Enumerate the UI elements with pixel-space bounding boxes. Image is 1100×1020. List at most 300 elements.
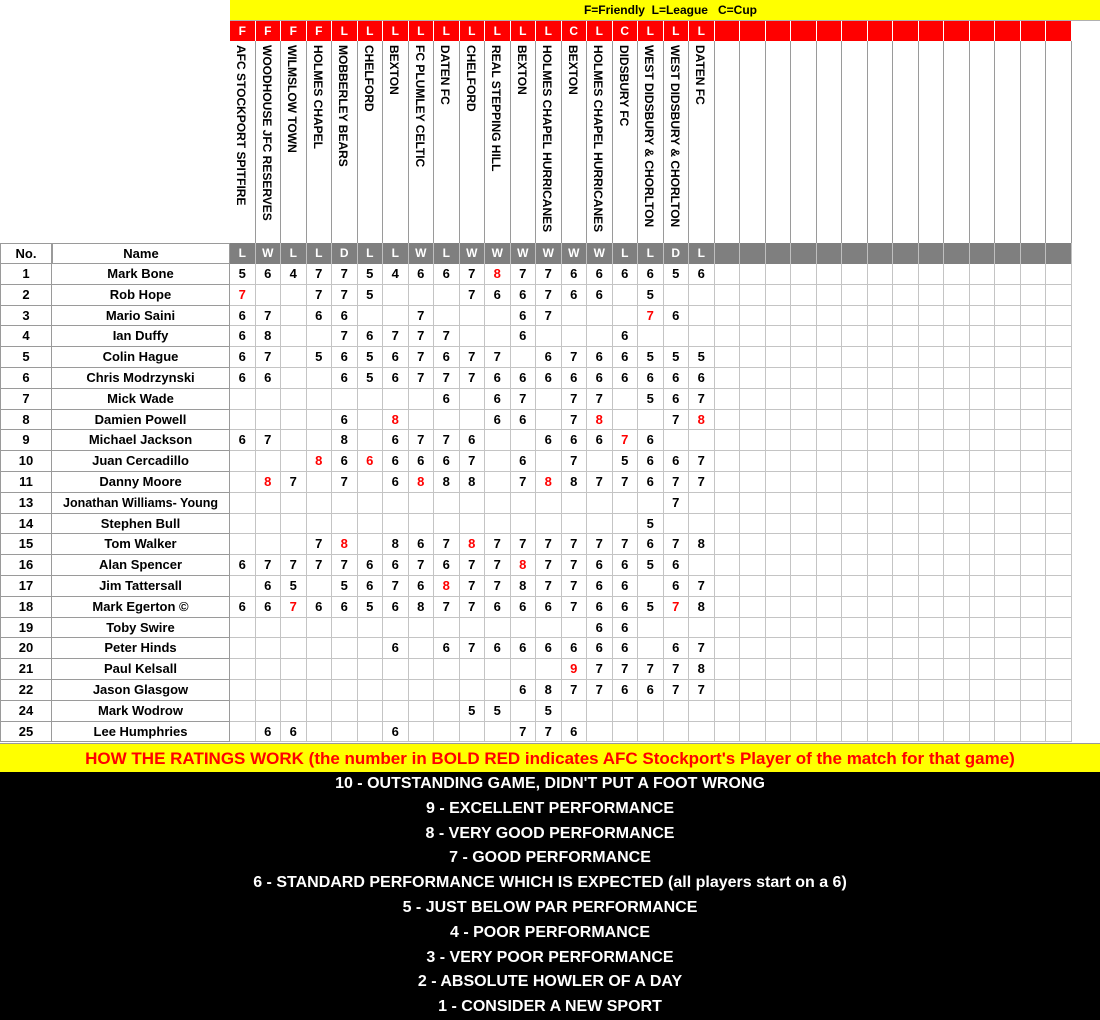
rating-cell bbox=[562, 326, 588, 347]
match-type-cell: L bbox=[409, 21, 435, 41]
match-result-cell: L bbox=[230, 243, 256, 264]
rating-cell bbox=[944, 326, 970, 347]
rating-cell bbox=[1046, 264, 1072, 285]
player-name: Lee Humphries bbox=[52, 722, 230, 743]
rating-cell bbox=[944, 638, 970, 659]
rating-cell bbox=[1046, 347, 1072, 368]
rating-cell bbox=[919, 472, 945, 493]
rating-cell: 8 bbox=[256, 326, 282, 347]
rating-cell bbox=[970, 701, 996, 722]
rating-cell bbox=[970, 576, 996, 597]
opponent-header bbox=[332, 41, 358, 243]
rating-cell bbox=[715, 264, 741, 285]
match-result-cell: L bbox=[281, 243, 307, 264]
rating-cell: 6 bbox=[664, 576, 690, 597]
rating-cell: 8 bbox=[689, 659, 715, 680]
scale-line: 5 - JUST BELOW PAR PERFORMANCE bbox=[402, 898, 698, 916]
rating-cell: 5 bbox=[358, 368, 384, 389]
rating-cell bbox=[230, 659, 256, 680]
rating-cell-potm: 8 bbox=[383, 410, 409, 431]
opponent-header bbox=[587, 41, 613, 243]
rating-cell bbox=[868, 410, 894, 431]
rating-cell bbox=[332, 389, 358, 410]
rating-cell: 6 bbox=[613, 264, 639, 285]
opponent-header bbox=[842, 41, 868, 243]
rating-cell bbox=[689, 618, 715, 639]
rating-cell bbox=[919, 347, 945, 368]
rating-cell bbox=[358, 534, 384, 555]
rating-cell bbox=[1021, 514, 1047, 535]
rating-cell: 7 bbox=[536, 534, 562, 555]
rating-cell bbox=[970, 534, 996, 555]
rating-cell bbox=[740, 493, 766, 514]
rating-cell bbox=[740, 264, 766, 285]
rating-cell: 7 bbox=[307, 264, 333, 285]
rating-cell: 6 bbox=[383, 597, 409, 618]
rating-cell: 7 bbox=[536, 555, 562, 576]
match-result-cell bbox=[868, 243, 894, 264]
rating-cell bbox=[1046, 659, 1072, 680]
rating-cell bbox=[1021, 347, 1047, 368]
rating-cell bbox=[689, 430, 715, 451]
rating-cell bbox=[919, 638, 945, 659]
rating-cell bbox=[460, 410, 486, 431]
rating-cell bbox=[1021, 659, 1047, 680]
match-result-cell: L bbox=[307, 243, 333, 264]
rating-cell: 6 bbox=[358, 555, 384, 576]
rating-cell: 7 bbox=[485, 534, 511, 555]
rating-cell bbox=[409, 410, 435, 431]
player-name: Colin Hague bbox=[52, 347, 230, 368]
rating-cell bbox=[817, 514, 843, 535]
rating-cell bbox=[868, 722, 894, 743]
rating-cell bbox=[383, 701, 409, 722]
rating-cell bbox=[1046, 534, 1072, 555]
rating-cell bbox=[995, 638, 1021, 659]
rating-cell bbox=[919, 264, 945, 285]
rating-cell bbox=[868, 264, 894, 285]
rating-cell: 6 bbox=[587, 555, 613, 576]
rating-cell bbox=[842, 597, 868, 618]
rating-cell bbox=[689, 555, 715, 576]
rating-cell bbox=[307, 659, 333, 680]
match-type-cell: C bbox=[613, 21, 639, 41]
rating-cell bbox=[766, 680, 792, 701]
opponent-header bbox=[791, 41, 817, 243]
opponent-header bbox=[307, 41, 333, 243]
rating-cell bbox=[715, 514, 741, 535]
rating-cell bbox=[1021, 701, 1047, 722]
player-number: 11 bbox=[0, 472, 52, 493]
rating-cell: 8 bbox=[562, 472, 588, 493]
player-name: Jonathan Williams- Young bbox=[52, 493, 230, 514]
rating-cell: 6 bbox=[587, 347, 613, 368]
rating-cell: 7 bbox=[536, 576, 562, 597]
rating-cell bbox=[256, 659, 282, 680]
rating-cell bbox=[409, 493, 435, 514]
rating-cell bbox=[485, 451, 511, 472]
opponent-name: MOBBERLEY BEARS bbox=[336, 45, 351, 167]
rating-cell bbox=[740, 514, 766, 535]
match-type-cell: F bbox=[256, 21, 282, 41]
opponent-header bbox=[689, 41, 715, 243]
opponent-name: CHELFORD bbox=[463, 45, 478, 112]
rating-cell bbox=[893, 472, 919, 493]
rating-cell bbox=[281, 306, 307, 327]
rating-cell bbox=[536, 389, 562, 410]
player-number: 8 bbox=[0, 410, 52, 431]
rating-cell bbox=[868, 430, 894, 451]
rating-cell bbox=[536, 514, 562, 535]
player-number: 17 bbox=[0, 576, 52, 597]
rating-cell bbox=[715, 701, 741, 722]
rating-cell bbox=[817, 430, 843, 451]
rating-cell bbox=[919, 722, 945, 743]
player-name: Rob Hope bbox=[52, 285, 230, 306]
rating-cell bbox=[791, 514, 817, 535]
rating-cell: 6 bbox=[409, 576, 435, 597]
rating-cell bbox=[358, 493, 384, 514]
player-name: Mario Saini bbox=[52, 306, 230, 327]
rating-cell bbox=[791, 430, 817, 451]
rating-cell bbox=[995, 618, 1021, 639]
rating-cell: 6 bbox=[511, 410, 537, 431]
rating-cell bbox=[332, 659, 358, 680]
rating-cell bbox=[1021, 638, 1047, 659]
rating-cell bbox=[587, 722, 613, 743]
scale-line: 2 - ABSOLUTE HOWLER OF A DAY bbox=[417, 973, 683, 991]
rating-cell: 7 bbox=[536, 285, 562, 306]
rating-cell bbox=[868, 326, 894, 347]
rating-cell bbox=[995, 306, 1021, 327]
opponent-header bbox=[995, 41, 1021, 243]
rating-cell: 7 bbox=[689, 638, 715, 659]
rating-cell bbox=[791, 597, 817, 618]
rating-cell bbox=[409, 659, 435, 680]
player-number: 16 bbox=[0, 555, 52, 576]
rating-cell bbox=[766, 368, 792, 389]
rating-cell bbox=[230, 472, 256, 493]
rating-cell bbox=[842, 472, 868, 493]
rating-cell: 6 bbox=[613, 618, 639, 639]
rating-cell: 6 bbox=[383, 472, 409, 493]
rating-cell bbox=[842, 680, 868, 701]
rating-cell bbox=[893, 430, 919, 451]
scale-line: 4 - POOR PERFORMANCE bbox=[449, 923, 650, 941]
rating-cell: 6 bbox=[638, 472, 664, 493]
player-number: 20 bbox=[0, 638, 52, 659]
rating-cell bbox=[868, 638, 894, 659]
rating-cell: 6 bbox=[689, 264, 715, 285]
rating-cell bbox=[332, 722, 358, 743]
rating-cell bbox=[995, 430, 1021, 451]
rating-cell bbox=[919, 389, 945, 410]
match-result-cell bbox=[893, 243, 919, 264]
rating-cell bbox=[1046, 306, 1072, 327]
rating-cell bbox=[358, 638, 384, 659]
rating-cell bbox=[460, 326, 486, 347]
rating-cell: 6 bbox=[434, 555, 460, 576]
rating-cell bbox=[460, 722, 486, 743]
rating-cell: 7 bbox=[664, 659, 690, 680]
rating-cell bbox=[460, 514, 486, 535]
rating-cell bbox=[307, 680, 333, 701]
rating-cell bbox=[485, 680, 511, 701]
rating-cell bbox=[868, 618, 894, 639]
rating-cell bbox=[1046, 451, 1072, 472]
rating-cell bbox=[485, 326, 511, 347]
opponent-header bbox=[715, 41, 741, 243]
rating-cell: 7 bbox=[256, 555, 282, 576]
player-number: 21 bbox=[0, 659, 52, 680]
rating-cell bbox=[1046, 680, 1072, 701]
rating-cell: 6 bbox=[230, 597, 256, 618]
scale-line: 6 - STANDARD PERFORMANCE WHICH IS EXPECTED (all players start on a 6) bbox=[253, 874, 847, 892]
rating-cell bbox=[536, 410, 562, 431]
rating-cell bbox=[1046, 597, 1072, 618]
rating-cell bbox=[307, 493, 333, 514]
rating-cell: 8 bbox=[409, 597, 435, 618]
rating-cell: 6 bbox=[358, 326, 384, 347]
rating-cell: 6 bbox=[638, 430, 664, 451]
rating-cell bbox=[791, 638, 817, 659]
rating-cell bbox=[970, 472, 996, 493]
match-result-cell: L bbox=[434, 243, 460, 264]
rating-cell: 7 bbox=[383, 576, 409, 597]
match-result-cell bbox=[715, 243, 741, 264]
rating-cell bbox=[434, 680, 460, 701]
rating-cell bbox=[817, 347, 843, 368]
rating-cell: 6 bbox=[230, 368, 256, 389]
rating-cell bbox=[332, 493, 358, 514]
rating-cell bbox=[715, 576, 741, 597]
rating-cell bbox=[944, 306, 970, 327]
rating-cell bbox=[358, 722, 384, 743]
match-result-cell: W bbox=[562, 243, 588, 264]
rating-cell bbox=[485, 659, 511, 680]
match-type-cell: F bbox=[307, 21, 333, 41]
rating-cell bbox=[842, 555, 868, 576]
rating-cell: 7 bbox=[689, 472, 715, 493]
rating-cell: 6 bbox=[511, 285, 537, 306]
rating-cell-potm: 7 bbox=[638, 306, 664, 327]
rating-cell: 6 bbox=[587, 285, 613, 306]
opponent-header bbox=[409, 41, 435, 243]
rating-cell bbox=[587, 514, 613, 535]
rating-cell bbox=[434, 722, 460, 743]
rating-cell bbox=[868, 368, 894, 389]
rating-cell bbox=[944, 722, 970, 743]
rating-cell bbox=[842, 659, 868, 680]
rating-cell bbox=[893, 285, 919, 306]
match-type-cell: L bbox=[485, 21, 511, 41]
match-type-cell bbox=[766, 21, 792, 41]
opponent-header bbox=[1021, 41, 1047, 243]
match-type-cell bbox=[1021, 21, 1047, 41]
rating-cell bbox=[230, 451, 256, 472]
rating-cell bbox=[944, 514, 970, 535]
rating-cell bbox=[995, 368, 1021, 389]
rating-cell bbox=[664, 701, 690, 722]
rating-cell bbox=[434, 285, 460, 306]
rating-cell: 6 bbox=[613, 347, 639, 368]
rating-cell: 6 bbox=[230, 555, 256, 576]
rating-cell bbox=[664, 285, 690, 306]
rating-cell bbox=[893, 597, 919, 618]
rating-cell: 7 bbox=[664, 472, 690, 493]
rating-cell bbox=[587, 701, 613, 722]
rating-cell bbox=[766, 659, 792, 680]
rating-cell bbox=[307, 618, 333, 639]
match-type-cell: F bbox=[230, 21, 256, 41]
rating-cell: 6 bbox=[383, 451, 409, 472]
rating-cell: 5 bbox=[460, 701, 486, 722]
rating-cell bbox=[1021, 430, 1047, 451]
rating-cell bbox=[332, 638, 358, 659]
rating-cell bbox=[383, 680, 409, 701]
rating-cell bbox=[434, 306, 460, 327]
rating-cell bbox=[256, 493, 282, 514]
rating-cell bbox=[944, 430, 970, 451]
rating-cell bbox=[893, 680, 919, 701]
rating-cell: 6 bbox=[664, 638, 690, 659]
rating-cell: 6 bbox=[587, 430, 613, 451]
rating-cell bbox=[434, 410, 460, 431]
rating-cell bbox=[766, 347, 792, 368]
rating-cell-potm: 8 bbox=[409, 472, 435, 493]
rating-cell bbox=[307, 701, 333, 722]
match-type-cell bbox=[970, 21, 996, 41]
rating-cell bbox=[230, 722, 256, 743]
opponent-header bbox=[664, 41, 690, 243]
match-type-cell: L bbox=[383, 21, 409, 41]
rating-cell: 6 bbox=[638, 368, 664, 389]
rating-cell bbox=[919, 534, 945, 555]
opponent-name: HOLMES CHAPEL bbox=[310, 45, 325, 150]
rating-cell: 6 bbox=[485, 597, 511, 618]
rating-cell: 6 bbox=[256, 264, 282, 285]
rating-cell bbox=[995, 576, 1021, 597]
rating-cell: 7 bbox=[689, 680, 715, 701]
rating-cell: 6 bbox=[434, 389, 460, 410]
match-type-cell: F bbox=[281, 21, 307, 41]
rating-cell bbox=[664, 618, 690, 639]
player-number: 13 bbox=[0, 493, 52, 514]
rating-cell: 5 bbox=[664, 264, 690, 285]
rating-cell: 5 bbox=[358, 347, 384, 368]
rating-cell bbox=[409, 701, 435, 722]
player-number: 1 bbox=[0, 264, 52, 285]
rating-cell: 6 bbox=[383, 722, 409, 743]
rating-cell bbox=[613, 493, 639, 514]
rating-cell bbox=[919, 493, 945, 514]
rating-cell bbox=[1046, 410, 1072, 431]
rating-cell: 7 bbox=[562, 451, 588, 472]
rating-cell bbox=[919, 555, 945, 576]
match-result-cell: W bbox=[256, 243, 282, 264]
rating-cell bbox=[740, 451, 766, 472]
rating-cell bbox=[766, 576, 792, 597]
rating-cell bbox=[307, 368, 333, 389]
rating-cell bbox=[358, 306, 384, 327]
rating-cell-potm: 9 bbox=[562, 659, 588, 680]
match-type-cell: L bbox=[638, 21, 664, 41]
rating-cell bbox=[919, 659, 945, 680]
opponent-header bbox=[358, 41, 384, 243]
rating-cell bbox=[1046, 368, 1072, 389]
rating-cell: 6 bbox=[613, 680, 639, 701]
rating-cell: 6 bbox=[358, 576, 384, 597]
rating-cell: 7 bbox=[256, 306, 282, 327]
rating-cell bbox=[358, 659, 384, 680]
rating-cell bbox=[919, 285, 945, 306]
rating-cell: 7 bbox=[460, 576, 486, 597]
rating-cell: 7 bbox=[664, 680, 690, 701]
rating-cell bbox=[281, 701, 307, 722]
rating-cell: 7 bbox=[409, 555, 435, 576]
rating-cell bbox=[409, 722, 435, 743]
rating-cell-potm: 7 bbox=[281, 597, 307, 618]
rating-cell: 7 bbox=[664, 534, 690, 555]
rating-cell bbox=[944, 618, 970, 639]
rating-cell bbox=[995, 410, 1021, 431]
player-name: Damien Powell bbox=[52, 410, 230, 431]
opponent-header bbox=[638, 41, 664, 243]
rating-cell bbox=[970, 430, 996, 451]
match-result-cell bbox=[842, 243, 868, 264]
rating-cell: 6 bbox=[281, 722, 307, 743]
match-result-cell bbox=[970, 243, 996, 264]
rating-cell bbox=[1046, 576, 1072, 597]
rating-cell bbox=[893, 722, 919, 743]
opponent-name: HOLMES CHAPEL HURRICANES bbox=[591, 45, 606, 233]
match-result-cell bbox=[817, 243, 843, 264]
rating-cell bbox=[1021, 534, 1047, 555]
rating-cell bbox=[511, 430, 537, 451]
rating-cell bbox=[740, 638, 766, 659]
rating-cell: 6 bbox=[485, 410, 511, 431]
rating-cell: 7 bbox=[409, 368, 435, 389]
rating-cell bbox=[1046, 326, 1072, 347]
rating-cell: 7 bbox=[332, 472, 358, 493]
player-number: 24 bbox=[0, 701, 52, 722]
rating-cell bbox=[944, 389, 970, 410]
rating-cell bbox=[740, 326, 766, 347]
rating-cell bbox=[1046, 514, 1072, 535]
rating-cell bbox=[638, 638, 664, 659]
rating-cell bbox=[970, 493, 996, 514]
rating-cell bbox=[817, 618, 843, 639]
opponent-name: WOODHOUSE JFC RESERVES bbox=[259, 45, 274, 221]
rating-cell bbox=[817, 451, 843, 472]
player-number: 9 bbox=[0, 430, 52, 451]
rating-cell bbox=[919, 451, 945, 472]
rating-cell bbox=[893, 576, 919, 597]
rating-cell bbox=[715, 410, 741, 431]
opponent-header bbox=[434, 41, 460, 243]
rating-cell bbox=[383, 618, 409, 639]
rating-cell bbox=[766, 534, 792, 555]
rating-cell bbox=[715, 430, 741, 451]
player-name: Mick Wade bbox=[52, 389, 230, 410]
rating-cell bbox=[511, 618, 537, 639]
rating-cell bbox=[970, 680, 996, 701]
rating-cell: 6 bbox=[664, 306, 690, 327]
match-result-cell: L bbox=[613, 243, 639, 264]
rating-cell bbox=[970, 451, 996, 472]
opponent-header bbox=[511, 41, 537, 243]
rating-cell bbox=[766, 618, 792, 639]
